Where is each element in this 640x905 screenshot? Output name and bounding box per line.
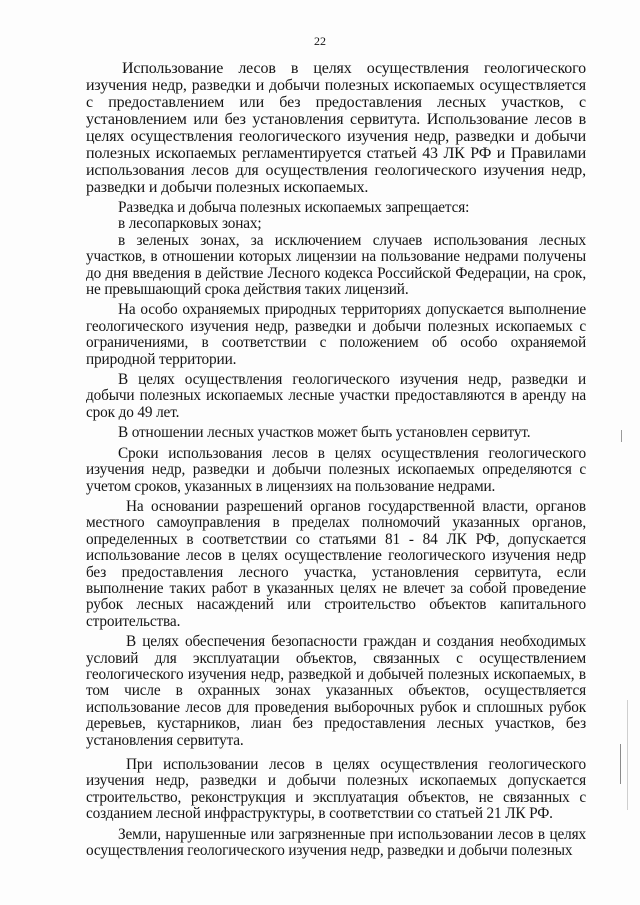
- paragraph-safety-felling: В целях обеспечения безопасности граждан и создания необходимых условий для эксплуатации объектов, связанных с осуществлением геологического изучения недр, разведкой и добычей полезных ископаемых, в том числе в охранных зонах указанных объектов, осуществляется использование лесов для проведения выборочных рубок и сплошных рубок деревьев, кустарников, лиан без предоставления лесных участков, без установления сервитута.: [86, 633, 586, 749]
- scan-artifact-mark: [627, 700, 628, 810]
- paragraph-forest-park-zones: в лесопарковых зонах;: [118, 215, 262, 233]
- paragraph-servitude: В отношении лесных участков может быть установлен сервитут.: [118, 424, 531, 442]
- paragraph-protected-territories: На особо охраняемых природных территориях допускается выполнение геологического изучения недр, разведки и добычи полезных ископаемых с ограничениями, в соответствии с положением об особо охраняемой природной территории.: [86, 301, 586, 368]
- paragraph-forest-use-geology: Использование лесов в целях осуществления геологического изучения недр, разведки и добычи полезных ископаемых осуществляется с предоставлением или без предоставления лесных участков, с установлением или без установления сервитута. Использование лесов в целях осуществления геологического изучения недр, разведки и добычи полезных ископаемых регламентируется статьей 43 ЛК РФ и Правилами использования лесов для осуществления геологического изучения недр, разведки и добычи полезных ископаемых.: [86, 60, 586, 196]
- scan-artifact-mark: [621, 430, 622, 442]
- scan-artifact-mark: [620, 744, 621, 784]
- page-number: 22: [314, 34, 326, 48]
- paragraph-disturbed-lands: Земли, нарушенные или загрязненные при использовании лесов в целях осуществления геологического изучения недр, разведки и добычи полезных: [86, 825, 586, 860]
- paragraph-permits: На основании разрешений органов государственной власти, органов местного самоуправления в пределах полномочий указанных органов, определенных в соответствии со статьями 81 - 84 ЛК РФ, допускается использование лесов в целях осуществление геологического изучения недр без предоставления лесного участка, установления сервитута, если выполнение таких работ в указанных целях не влечет за собой проведение рубок лесных насаждений или строительство объектов капитального строительства.: [86, 497, 586, 630]
- paragraph-lease-term: В целях осуществления геологического изучения недр, разведки и добычи полезных ископаемых лесные участки предоставляются в аренду на срок до 49 лет.: [86, 371, 586, 421]
- paragraph-prohibition-intro: Разведка и добыча полезных ископаемых запрещается:: [118, 199, 470, 216]
- paragraph-green-zones: в зеленых зонах, за исключением случаев использования лесных участков, в отношении которых лицензии на пользование недрами получены до дня введения в действие Лесного кодекса Российской Федерации, на срок, не превышающий срока действия таких лицензий.: [86, 231, 586, 299]
- paragraph-usage-terms: Сроки использования лесов в целях осуществления геологического изучения недр, разведки и добычи полезных ископаемых определяются с учетом сроков, указанных в лицензиях на пользование недрами.: [86, 444, 586, 495]
- paragraph-construction: При использовании лесов в целях осуществления геологического изучения недр, разведки и добычи полезных ископаемых допускается строительство, реконструкция и эксплуатация объектов, не связанных с созданием лесной инфраструктуры, в соответствии со статьей 21 ЛК РФ.: [86, 756, 586, 823]
- document-body: [86, 60, 586, 859]
